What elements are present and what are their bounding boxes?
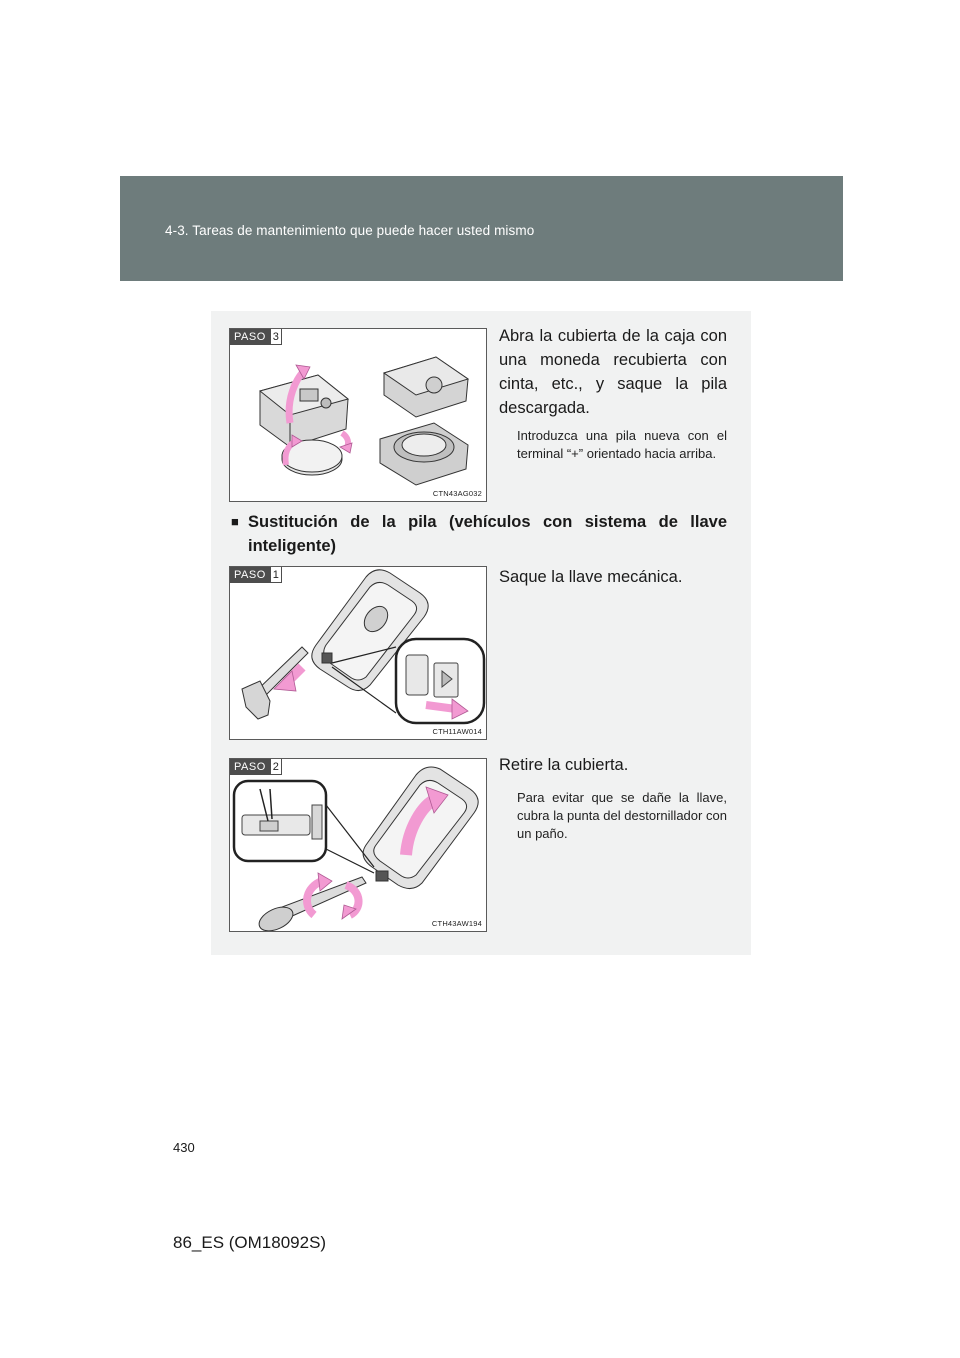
step-paso1-instruction: Saque la llave mecánica.: [499, 568, 683, 586]
smart-key-illustration: [230, 567, 487, 740]
paso-tag-number: 1: [270, 567, 282, 583]
paso-tag-word: PASO: [230, 759, 270, 775]
step-paso2-note: Para evitar que se dañe la llave, cubra la punta del destornillador con un paño.: [517, 790, 727, 841]
paso-tag-number: 2: [270, 759, 282, 775]
paso-tag-number: 3: [270, 329, 282, 345]
figure-code: CTN43AG032: [432, 489, 482, 498]
figure-paso2: [229, 758, 487, 932]
figure-code: CTH43AW194: [431, 919, 482, 928]
header-band: [120, 176, 843, 281]
figure-paso3: [229, 328, 487, 502]
page-number: 430: [173, 1140, 195, 1155]
document-code: 86_ES (OM18092S): [173, 1233, 327, 1252]
square-bullet-icon: ■: [231, 514, 239, 529]
step-paso2-instruction: Retire la cubierta.: [499, 756, 629, 774]
paso-tag-word: PASO: [230, 329, 270, 345]
key-case-illustration: [230, 329, 487, 502]
section-title: 4-3. Tareas de mantenimiento que puede hacer usted mismo: [165, 223, 535, 238]
section-heading-text: Sustitución de la pila (vehículos con sistema de llave inteligente): [248, 513, 727, 555]
remove-cover-illustration: [230, 759, 487, 932]
figure-paso1: [229, 566, 487, 740]
figure-code: CTH11AW014: [432, 727, 482, 736]
paso-tag-word: PASO: [230, 567, 270, 583]
section-heading: [231, 510, 727, 558]
step-paso3-note: Introduzca una pila nueva con el terminal “+” orientado hacia arriba.: [517, 428, 727, 461]
step-paso3-instruction: Abra la cubierta de la caja con una moneda recubierta con cinta, etc., y saque la pila descargada.: [499, 327, 727, 417]
